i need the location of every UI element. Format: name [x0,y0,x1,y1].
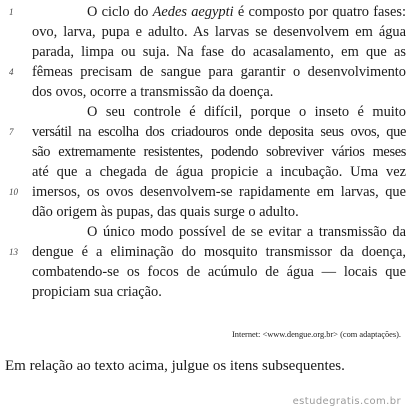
text-line: até que a chegada de água propicie a incubação. Uma vez [32,164,406,180]
text-line: O único modo possível de se evitar a transmissão da [87,224,406,240]
text-line: propiciam sua criação. [32,284,162,300]
text-line: ovo, larva, pupa e adulto. As larvas se desenvolvem em água [32,24,406,40]
text-line: parada, limpa ou suja. Na fase do acasalamento, em que as [32,44,406,60]
text-line: são extremamente resistentes, podendo sobreviver vários meses [32,144,406,160]
text-line: fêmeas precisam de sangue para garantir o desenvolvimento [32,64,406,80]
text-line: O ciclo do Aedes aegypti é composto por quatro fases: [87,4,406,20]
species-name: Aedes aegypti [152,4,234,20]
question-prompt: Em relação ao texto acima, julgue os itens subsequentes. [5,358,345,374]
line-number-1: 1 [9,7,14,17]
text-line: versátil na escolha dos criadouros onde deposita seus ovos, que [32,124,406,140]
line-number-4: 4 [9,67,14,77]
text-line: combatendo-se os focos de acúmulo de água — locais que [32,264,406,280]
text-line: O seu controle é difícil, porque o inseto é muito [87,104,406,120]
text-line: dos ovos, ocorre a transmissão da doença. [32,84,274,100]
line-number-7: 7 [9,127,14,137]
line-number-10: 10 [9,187,18,197]
source-citation: Internet: <www.dengue.org.br> (com adaptações). [232,330,401,339]
text-line: dengue é a eliminação do mosquito transmissor da doença, [32,244,406,260]
watermark: estudegratis.com.br [292,396,401,407]
text-line: dão origem às pupas, das quais surge o adulto. [32,204,299,220]
text-line: imersos, os ovos desenvolvem-se rapidamente em larvas, que [32,184,406,200]
line-number-13: 13 [9,247,18,257]
